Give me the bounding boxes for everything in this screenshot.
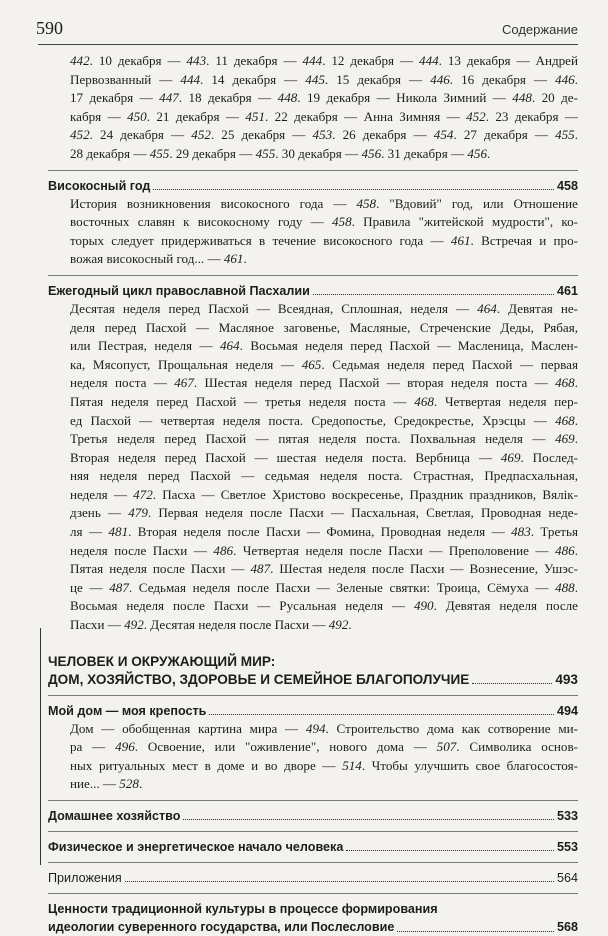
separator [48, 831, 578, 832]
entry-title: Физическое и энергетическое начало человека [48, 840, 344, 854]
entry-title: Домашнее хозяйство [48, 809, 181, 823]
text-line: 28 декабря — 455. 29 декабря — 455. 30 декабря — 456. 31 декабря — 456. [70, 145, 491, 161]
leader-dots [313, 294, 554, 295]
toc-entry-afterword[interactable] [48, 918, 578, 936]
text-line: восточных славян к високосному году — 458. Правила "житейской мудрости", ко- [70, 214, 578, 230]
text-line: неделя — 472. Пасха — Светлое Христово воскресенье, Праздник праздников, Вялік- [70, 486, 578, 502]
text-line: ед Пасхой — четвертая неделя поста. Средопостье, Средокрестье, Хрэсцы — 468. [70, 412, 578, 428]
entry-page: 568 [556, 920, 578, 934]
leader-dots [153, 189, 554, 190]
text-line: История возникновения високосного года — 458. "Вдовий" год, или Отношение [70, 195, 578, 211]
entry-page: 553 [556, 840, 578, 854]
separator [48, 170, 578, 171]
toc-entry-leap-year[interactable] [48, 177, 578, 195]
entry-page: 458 [556, 178, 578, 193]
text-line: це — 487. Седьмая неделя после Пасхи — Зеленые святки: Троица, Сёмуха — 488. [70, 579, 578, 595]
text-line: Вторая неделя перед Пасхой — шестая неделя поста. Вербница — 469. Послед- [70, 449, 579, 465]
leader-dots [183, 819, 554, 820]
leap-year-subentries [48, 195, 578, 269]
header-rule [38, 44, 578, 45]
leader-dots [125, 881, 554, 882]
page-number: 590 [36, 18, 63, 38]
entry-title: Ежегодный цикл православной Пасхалии [48, 283, 310, 298]
separator [48, 893, 578, 894]
text-line: ных ритуальных мест в доме и во дворе — 514. Чтобы улучшить свое благосостоя- [70, 757, 578, 773]
text-line: Третья неделя перед Пасхой — пятая неделя поста. Похвальная неделя — 469. [70, 431, 578, 447]
text-line: 442. 10 декабря — 443. 11 декабря — 444. 12 декабря — 444. 13 декабря — Андрей [70, 53, 578, 68]
text-line: Восьмая неделя после Пасхи — Русальная неделя — 490. Девятая неделя после [70, 598, 578, 614]
separator [48, 695, 578, 696]
toc-entry-paschal-cycle[interactable] [48, 282, 578, 300]
text-line: деля перед Пасхой — Масляное заговенье, Масляные, Стреченские Деды, Рябая, [70, 319, 578, 335]
text-line: ра — 496. Освоение, или "оживление", нового дома — 507. Символика основ- [70, 739, 579, 755]
text-line: неделя после Пасхи — 486. Четвертая неделя после Пасхи — Преполовение — 486. [70, 542, 578, 558]
entry-title: Приложения [48, 871, 122, 885]
toc-entry-appendix[interactable] [48, 869, 578, 887]
text-line: неделя поста — 467. Шестая неделя перед Пасхой — вторая неделя поста — 468. [70, 375, 578, 391]
entry-page: 564 [556, 871, 578, 885]
text-line: Пятая неделя перед Пасхой — третья неделя поста — 468. Четвертая неделя пер- [70, 393, 578, 409]
text-line: няя неделя перед Пасхой — седьмая неделя поста. Страстная, Предпасхальная, [70, 468, 578, 484]
text-line: дзень — 479. Первая неделя после Пасхи — Пасхальная, Светлая, Проводная неде- [70, 505, 578, 521]
text-line: Десятая неделя перед Пасхой — Всеядная, Сплошная, неделя — 464. Девятая не- [70, 300, 578, 316]
leader-dots [472, 683, 552, 684]
text-line: Первозванный — 444. 14 декабря — 445. 15 декабря — 446. 16 декабря — 446. [70, 71, 578, 87]
leader-dots [346, 850, 554, 851]
text-line: кабря — 450. 21 декабря — 451. 22 декабря — Анна Зимняя — 452. 23 декабря — [70, 108, 578, 124]
page-header [36, 18, 578, 40]
afterword-title-line2: идеологии суверенного государства, или Послесловие [48, 920, 395, 934]
part-title-line2: ДОМ, ХОЗЯЙСТВО, ЗДОРОВЬЕ И СЕМЕЙНОЕ БЛАГОПОЛУЧИЕ [48, 671, 470, 687]
entry-title-line1 [48, 900, 578, 918]
toc-part-human-and-world[interactable] [48, 671, 578, 689]
text-line: Дом — обобщенная картина мира — 494. Строительство дома как сотворение ми- [70, 720, 578, 736]
entry-page: 461 [556, 283, 578, 298]
toc-content [48, 52, 578, 936]
text-line: Пятая неделя после Пасхи — 487. Шестая неделя после Пасхи — Вознесение, Ушэс- [70, 561, 578, 577]
running-title: Содержание [502, 22, 578, 37]
paschal-cycle-subentries [48, 300, 578, 635]
afterword-title-line1: Ценности традиционной культуры в процессе формирования [48, 902, 438, 916]
text-line: вожая високосный год... — 461. [70, 251, 247, 267]
text-line: Пасхи — 492. Десятая неделя после Пасхи — 492. [70, 617, 352, 633]
text-line: ка, Мясопуст, Прощальная неделя — 465. Седьмая неделя перед Пасхой — первая [70, 356, 578, 372]
entry-title: Високосный год [48, 178, 151, 193]
my-home-subentries [48, 720, 578, 794]
leader-dots [209, 714, 554, 715]
text-line: ние... — 528. [70, 776, 143, 792]
toc-entry-physical[interactable] [48, 838, 578, 856]
margin-rule [40, 628, 41, 865]
text-line: торых следует придерживаться в течение високосного года — 461. Встречая и про- [70, 232, 578, 248]
separator [48, 275, 578, 276]
december-entries [48, 52, 578, 164]
text-line: или Пестрая, неделя — 464. Восьмая неделя перед Пасхой — Масленица, Маслен- [70, 338, 579, 354]
separator [48, 862, 578, 863]
spacer [48, 635, 578, 653]
entry-title: Мой дом — моя крепость [48, 703, 207, 718]
toc-entry-my-home[interactable] [48, 702, 578, 720]
part-title-line1: ЧЕЛОВЕК И ОКРУЖАЮЩИЙ МИР: [48, 653, 276, 669]
text-line: 17 декабря — 447. 18 декабря — 448. 19 декабря — Никола Зимний — 448. 20 де- [70, 90, 578, 106]
entry-page: 533 [556, 809, 578, 823]
leader-dots [397, 931, 554, 932]
text-line: ля — 481. Вторая неделя после Пасхи — Фомина, Проводная неделя — 483. Третья [70, 524, 579, 540]
separator [48, 800, 578, 801]
part-page: 493 [555, 671, 578, 687]
text-line: 452. 24 декабря — 452. 25 декабря — 453. 26 декабря — 454. 27 декабря — 455. [70, 127, 578, 143]
entry-page: 494 [556, 703, 578, 718]
toc-entry-household[interactable] [48, 807, 578, 825]
